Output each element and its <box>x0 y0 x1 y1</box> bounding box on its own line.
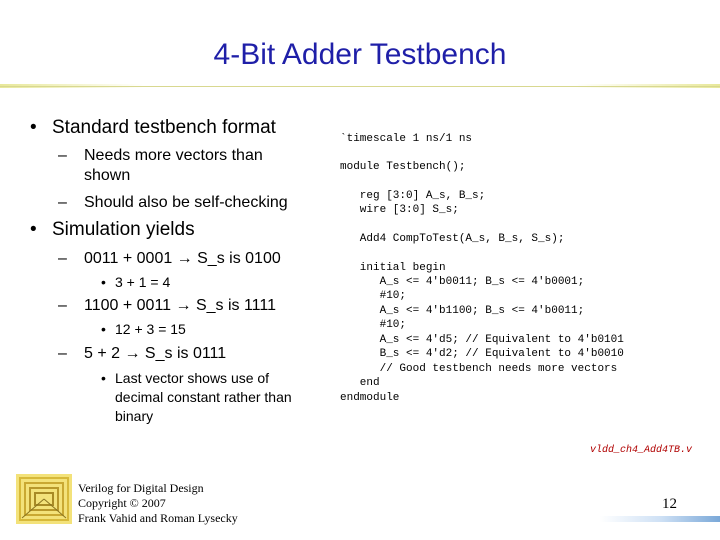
bullet-text: 12 + 3 = 15 <box>115 321 186 337</box>
code-line: A_s <= 4'b1100; B_s <= 4'b0011; <box>340 305 585 317</box>
book-logo-icon <box>16 474 72 524</box>
dash-mark: – <box>58 147 67 164</box>
code-line: #10; <box>340 319 407 331</box>
source-filename: vldd_ch4_Add4TB.v <box>590 445 693 456</box>
sub-sub-bullet-decimal-note <box>101 369 270 388</box>
footer-copyright: Copyright © 2007 <box>78 496 166 510</box>
footer-credits <box>78 481 238 526</box>
dash-mark: – <box>58 297 67 314</box>
bullet-text: 3 + 1 = 4 <box>115 274 171 290</box>
bullet-text: Last vector shows use of <box>115 370 270 386</box>
bullet-mark: • <box>101 321 106 337</box>
bullet-text: Should also be self-checking <box>84 194 288 211</box>
slide-title: 4-Bit Adder Testbench <box>213 38 507 71</box>
code-line: end <box>340 377 380 389</box>
code-line: Add4 CompToTest(A_s, B_s, S_s); <box>340 233 565 245</box>
sub-sub-bullet-sum-1 <box>101 273 171 292</box>
sub-sub-bullet-sum-2 <box>101 320 186 339</box>
page-number: 12 <box>662 496 677 512</box>
corner-accent-bar <box>600 516 720 522</box>
sub-bullet-result-3 <box>58 344 227 364</box>
code-line: wire [3:0] S_s; <box>340 204 459 216</box>
sub-bullet-self-checking <box>58 193 288 213</box>
code-line: reg [3:0] A_s, B_s; <box>340 190 486 202</box>
bullet-text: decimal constant rather than <box>115 389 292 405</box>
footer-book-title: Verilog for Digital Design <box>78 481 204 495</box>
bullet-mark: • <box>101 274 106 290</box>
sub-bullet-more-vectors-cont <box>84 166 130 186</box>
sub-bullet-result-2 <box>58 296 276 316</box>
sub-sub-bullet-decimal-note-end <box>115 407 153 426</box>
dash-mark: – <box>58 250 67 267</box>
bullet-text: 5 + 2 → S_s is 0111 <box>84 345 227 362</box>
title-divider-line <box>0 86 720 87</box>
sub-bullet-result-1 <box>58 249 281 269</box>
bullet-simulation-yields <box>30 219 195 241</box>
code-line: B_s <= 4'd2; // Equivalent to 4'b0010 <box>340 348 624 360</box>
code-line: // Good testbench needs more vectors <box>340 363 618 375</box>
dash-mark: – <box>58 345 67 362</box>
code-line: module Testbench(); <box>340 161 466 173</box>
code-line: A_s <= 4'b0011; B_s <= 4'b0001; <box>340 276 585 288</box>
code-line: A_s <= 4'd5; // Equivalent to 4'b0101 <box>340 334 624 346</box>
bullet-text: 1100 + 0011 → S_s is 1111 <box>84 297 276 314</box>
bullet-text: Simulation yields <box>52 219 195 240</box>
dash-mark: – <box>58 194 67 211</box>
bullet-mark: • <box>101 370 106 386</box>
bullet-text: binary <box>115 408 154 424</box>
bullet-text: Needs more vectors than <box>84 147 263 164</box>
code-line: endmodule <box>340 392 400 404</box>
code-line: `timescale 1 ns/1 ns <box>340 133 473 145</box>
code-line: initial begin <box>340 262 446 274</box>
sub-bullet-more-vectors <box>58 146 263 166</box>
bullet-text: shown <box>84 167 131 184</box>
bullet-mark: • <box>30 219 37 240</box>
bullet-text: 0011 + 0001 → S_s is 0100 <box>84 250 281 267</box>
bullet-testbench-format <box>30 117 276 139</box>
bullet-mark: • <box>30 117 37 138</box>
code-line: #10; <box>340 290 407 302</box>
sub-sub-bullet-decimal-note-cont <box>115 388 292 407</box>
footer-authors: Frank Vahid and Roman Lysecky <box>78 511 238 525</box>
bullet-text: Standard testbench format <box>52 117 276 138</box>
